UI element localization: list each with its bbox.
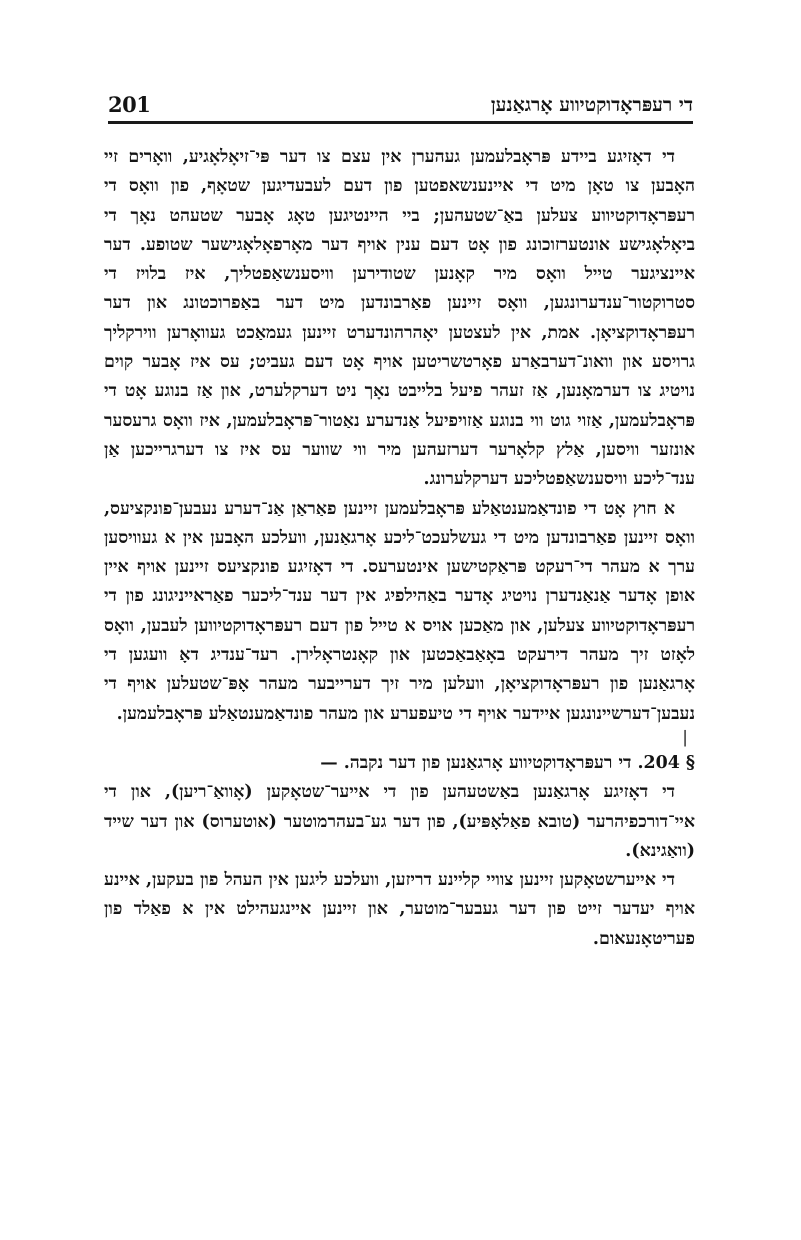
paragraph-3: די דאָזיגע אָרגאַנען באַשטעהען פון די אייער־שטאָקען (אָוואַ־ריען), און די איי־דורכפיהרער (טובא פאַלאָפּיע), פון דער גע־בעהרמוטער (אוטערוס) און דער שייד (וואַגינא). <box>104 782 695 861</box>
section-mark: ׀ <box>681 731 689 748</box>
paragraph-2: א חוץ אָט די פונדאַמענטאַלע פּראָבלעמען זיינען פאַראַן אַנ־דערע נעבען־פונקציעס, וואָס זיינען פאַרבונדען מיט די געשלעכט־ליכע אָרגאַנען, וועלכע האָבען אין א געוויסען ערך א מעהר די־רעקט פּראַקטישען אינטערעס. די דאָזיגע פונקציעס זיינען אויף איין אופן אָדער אַנאַנדערן נויטיג אָדער באַהילפיג אין דער ענד־ליכער פאַראייניגונג פון די רעפּראָדוקטיווע צעלען, און מאַכען אויס א טייל פון דעם רעפּראָדוקטיווען לעבען, וואָס לאָזט זיך מעהר דירעקט באָאַבאַכטען און קאָנטראָלירן. רעד־ענדיג דאָ וועגען די אָרגאַנען פון רעפּראָדוקציאָן, וועלען מיר זיך דערייבער מעהר אָפּ־שטעלען אויף די נעבען־דערשיינונגען איידער אויף די טיעפערע און מעהר פונדאַמענטאַלע פּראָבלעמען. <box>104 498 695 724</box>
section-number: § 204. <box>637 752 695 773</box>
body-text <box>104 143 695 954</box>
page-header <box>108 92 693 120</box>
paragraph-1: די דאָזיגע ביידע פּראָבלעמען געהערן אין עצם צו דער פּי־זיאָלאָגיע, וואָרים זיי האָבען צו טאָן מיט די איינענשאפטען פון דעם לעבעדיגען שטאָף, פון וואָס די רעפּראָדוקטיווע צעלען באַ־שטעהען; ביי היינטיגען טאָג אָבער שטעהט נאָך די ביאָלאָגישע אונטערזוכונג פון אָט דעם ענין אויף דער מאָרפאָלאָגישער שטופע. דער איינציגער טייל וואָס מיר קאָנען שטודירען וויסענשאַפטליך, איז בלויז די סטרוקטור־ענדערונגען, וואָס זיינען פאַרבונדען מיט דער באַפרוכטונג און דער רעפּראָדוקציאָן. אמת, אין לעצטען יאָהרהונדערט זיינען געמאַכט געוואָרען ווירקליך גרויסע און וואונ־דערבאַרע פאָרטשריטען אויף אָט דעם געביט; עס איז אָבער קוים נויטיג צו דערמאָנען, אַז זעהר פיעל בלייבט נאָך ניט דערקלערט, און אַז בנוגע אָט די פּראָבלעמען, אַזוי גוט ווי בנוגע אַזויפיעל אַנדערע נאַטור־פּראָבלעמען, איז וואָס גרעסער אונזער וויסען, אַלץ קלאָרער דערזעהען מיר ווי שווער עס איז צו דערגרייכען אַן ענד־ליכע וויסענשאַפטליכע דערקלערונג. <box>104 147 695 490</box>
page-number: 201 <box>108 92 151 117</box>
running-title: די רעפּראָדוקטיווע אָרגאַנען <box>490 94 693 116</box>
paragraph-4: די אייערשטאָקען זיינען צוויי קליינע דריזען, וועלכע ליגען אין העהל פון בעקען, איינע אויף יעדער זייט פון דער געבער־מוטער, און זיינען איינגעהילט אין א פאַלד פון פעריטאָנעאום. <box>104 870 695 949</box>
header-rule <box>108 121 693 124</box>
section-204-heading <box>104 749 695 778</box>
section-title: די רעפּראָדוקטיווע אָרגאַנען פון דער נקבה. — <box>320 752 632 773</box>
